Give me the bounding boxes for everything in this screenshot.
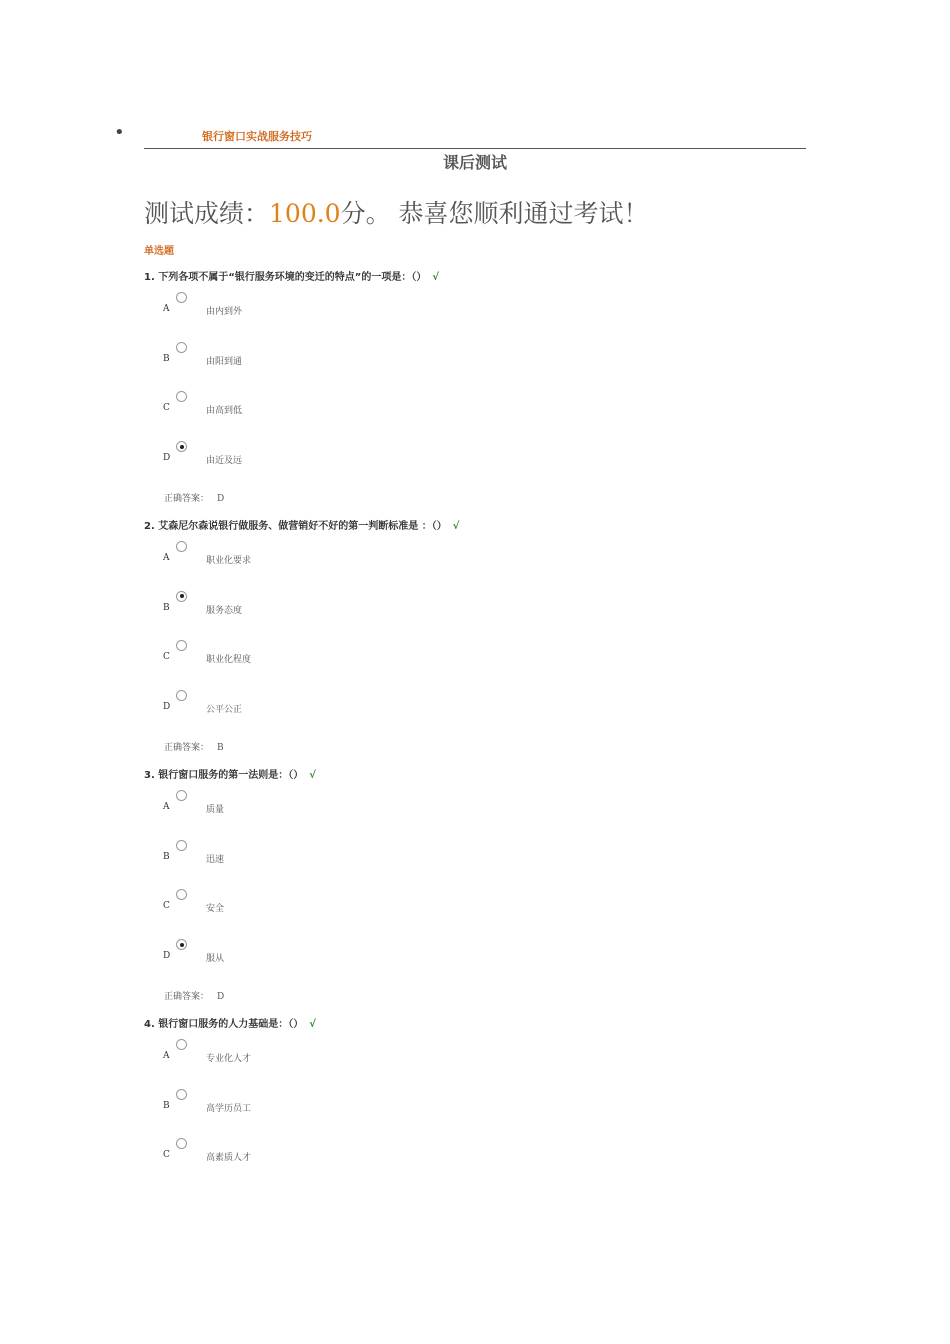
question-text (144, 766, 316, 781)
option-letter: B (163, 602, 170, 613)
radio-button[interactable] (176, 840, 187, 851)
radio-button[interactable] (176, 591, 187, 602)
option-c[interactable] (144, 391, 444, 431)
option-letter: A (163, 553, 170, 563)
option-d[interactable] (144, 690, 444, 730)
option-letter: C (163, 1150, 170, 1161)
option-d[interactable] (144, 441, 444, 481)
correct-answer (164, 989, 224, 1002)
option-b[interactable] (144, 840, 444, 880)
correct-answer (164, 491, 224, 504)
question-label: 1. 下列各项不属于“银行服务环境的变迁的特点”的一项是：（） (144, 272, 427, 283)
option-b[interactable] (144, 591, 444, 631)
option-a[interactable] (144, 790, 444, 830)
option-letter: D (163, 951, 171, 962)
radio-button[interactable] (176, 1138, 187, 1149)
radio-button[interactable] (176, 640, 187, 651)
question-label: 3. 银行窗口服务的第一法则是：（） (144, 770, 304, 781)
score-banner (144, 194, 649, 230)
option-letter: B (163, 353, 170, 364)
option-letter: D (163, 702, 171, 713)
radio-button[interactable] (176, 342, 187, 353)
option-text: 高素质人才 (206, 1153, 252, 1164)
radio-button[interactable] (176, 790, 187, 801)
correct-answer-value: D (217, 494, 225, 504)
question-text (144, 1015, 316, 1030)
option-d[interactable] (144, 939, 444, 979)
option-a[interactable] (144, 541, 444, 581)
option-letter: C (163, 403, 170, 414)
option-text: 迅速 (206, 854, 225, 865)
option-text: 质量 (206, 805, 225, 815)
correct-answer-label: 正确答案： (164, 494, 210, 504)
correct-answer-label: 正确答案： (164, 743, 210, 753)
option-letter: A (163, 304, 170, 314)
option-text: 公平公正 (206, 705, 243, 716)
option-text: 由高到低 (206, 406, 243, 417)
score-suffix: 分。 恭喜您顺利通过考试！ (340, 199, 649, 228)
option-a[interactable] (144, 292, 444, 332)
divider (144, 148, 806, 149)
option-text: 高学历员工 (206, 1103, 252, 1114)
correct-check-icon: √ (432, 272, 440, 283)
radio-button[interactable] (176, 441, 187, 452)
option-c[interactable] (144, 640, 444, 680)
score-prefix: 测试成绩： (144, 199, 270, 228)
option-text: 由近及远 (206, 456, 243, 467)
correct-answer-label: 正确答案： (164, 992, 210, 1002)
option-letter: C (163, 652, 170, 663)
option-letter: B (163, 1100, 170, 1111)
radio-button[interactable] (176, 889, 187, 900)
option-c[interactable] (144, 889, 444, 929)
correct-answer-value: D (217, 992, 225, 1002)
radio-button[interactable] (176, 541, 187, 552)
option-letter: A (163, 1051, 170, 1061)
correct-answer-value: B (217, 743, 224, 753)
option-text: 职业化要求 (206, 556, 252, 566)
option-letter: B (163, 851, 170, 862)
option-text: 安全 (206, 904, 225, 915)
option-b[interactable] (144, 1089, 444, 1129)
correct-answer (164, 740, 224, 753)
correct-check-icon: √ (452, 521, 460, 532)
radio-button[interactable] (176, 1089, 187, 1100)
option-c[interactable] (144, 1138, 444, 1178)
correct-check-icon: √ (309, 1019, 316, 1030)
question-label: 4. 银行窗口服务的人力基础是：（） (144, 1019, 304, 1030)
option-b[interactable] (144, 342, 444, 382)
question-text (144, 268, 439, 283)
option-text: 服务态度 (206, 605, 243, 616)
option-text: 职业化程度 (206, 655, 252, 666)
section-label: 单选题 (144, 246, 174, 257)
question-label: 2. 艾森尼尔森说银行做服务、做营销好不好的第一判断标准是 ：（） (144, 521, 447, 532)
radio-button[interactable] (176, 690, 187, 701)
radio-button[interactable] (176, 391, 187, 402)
list-bullet: • (114, 122, 125, 143)
option-letter: C (163, 901, 170, 912)
option-text: 服从 (206, 954, 225, 965)
radio-button[interactable] (176, 939, 187, 950)
correct-check-icon: √ (309, 770, 316, 781)
option-text: 由阳到通 (206, 356, 243, 367)
option-letter: A (163, 802, 170, 812)
radio-button[interactable] (176, 292, 187, 303)
option-a[interactable] (144, 1039, 444, 1079)
score-value: 100.0 (269, 199, 341, 228)
radio-button[interactable] (176, 1039, 187, 1050)
option-letter: D (163, 453, 171, 464)
option-text: 专业化人才 (206, 1054, 252, 1064)
question-text (144, 517, 459, 532)
course-title-link[interactable]: 银行窗口实战服务技巧 (202, 130, 312, 143)
option-text: 由内到外 (206, 307, 243, 317)
page-title: 课后测试 (442, 153, 507, 172)
